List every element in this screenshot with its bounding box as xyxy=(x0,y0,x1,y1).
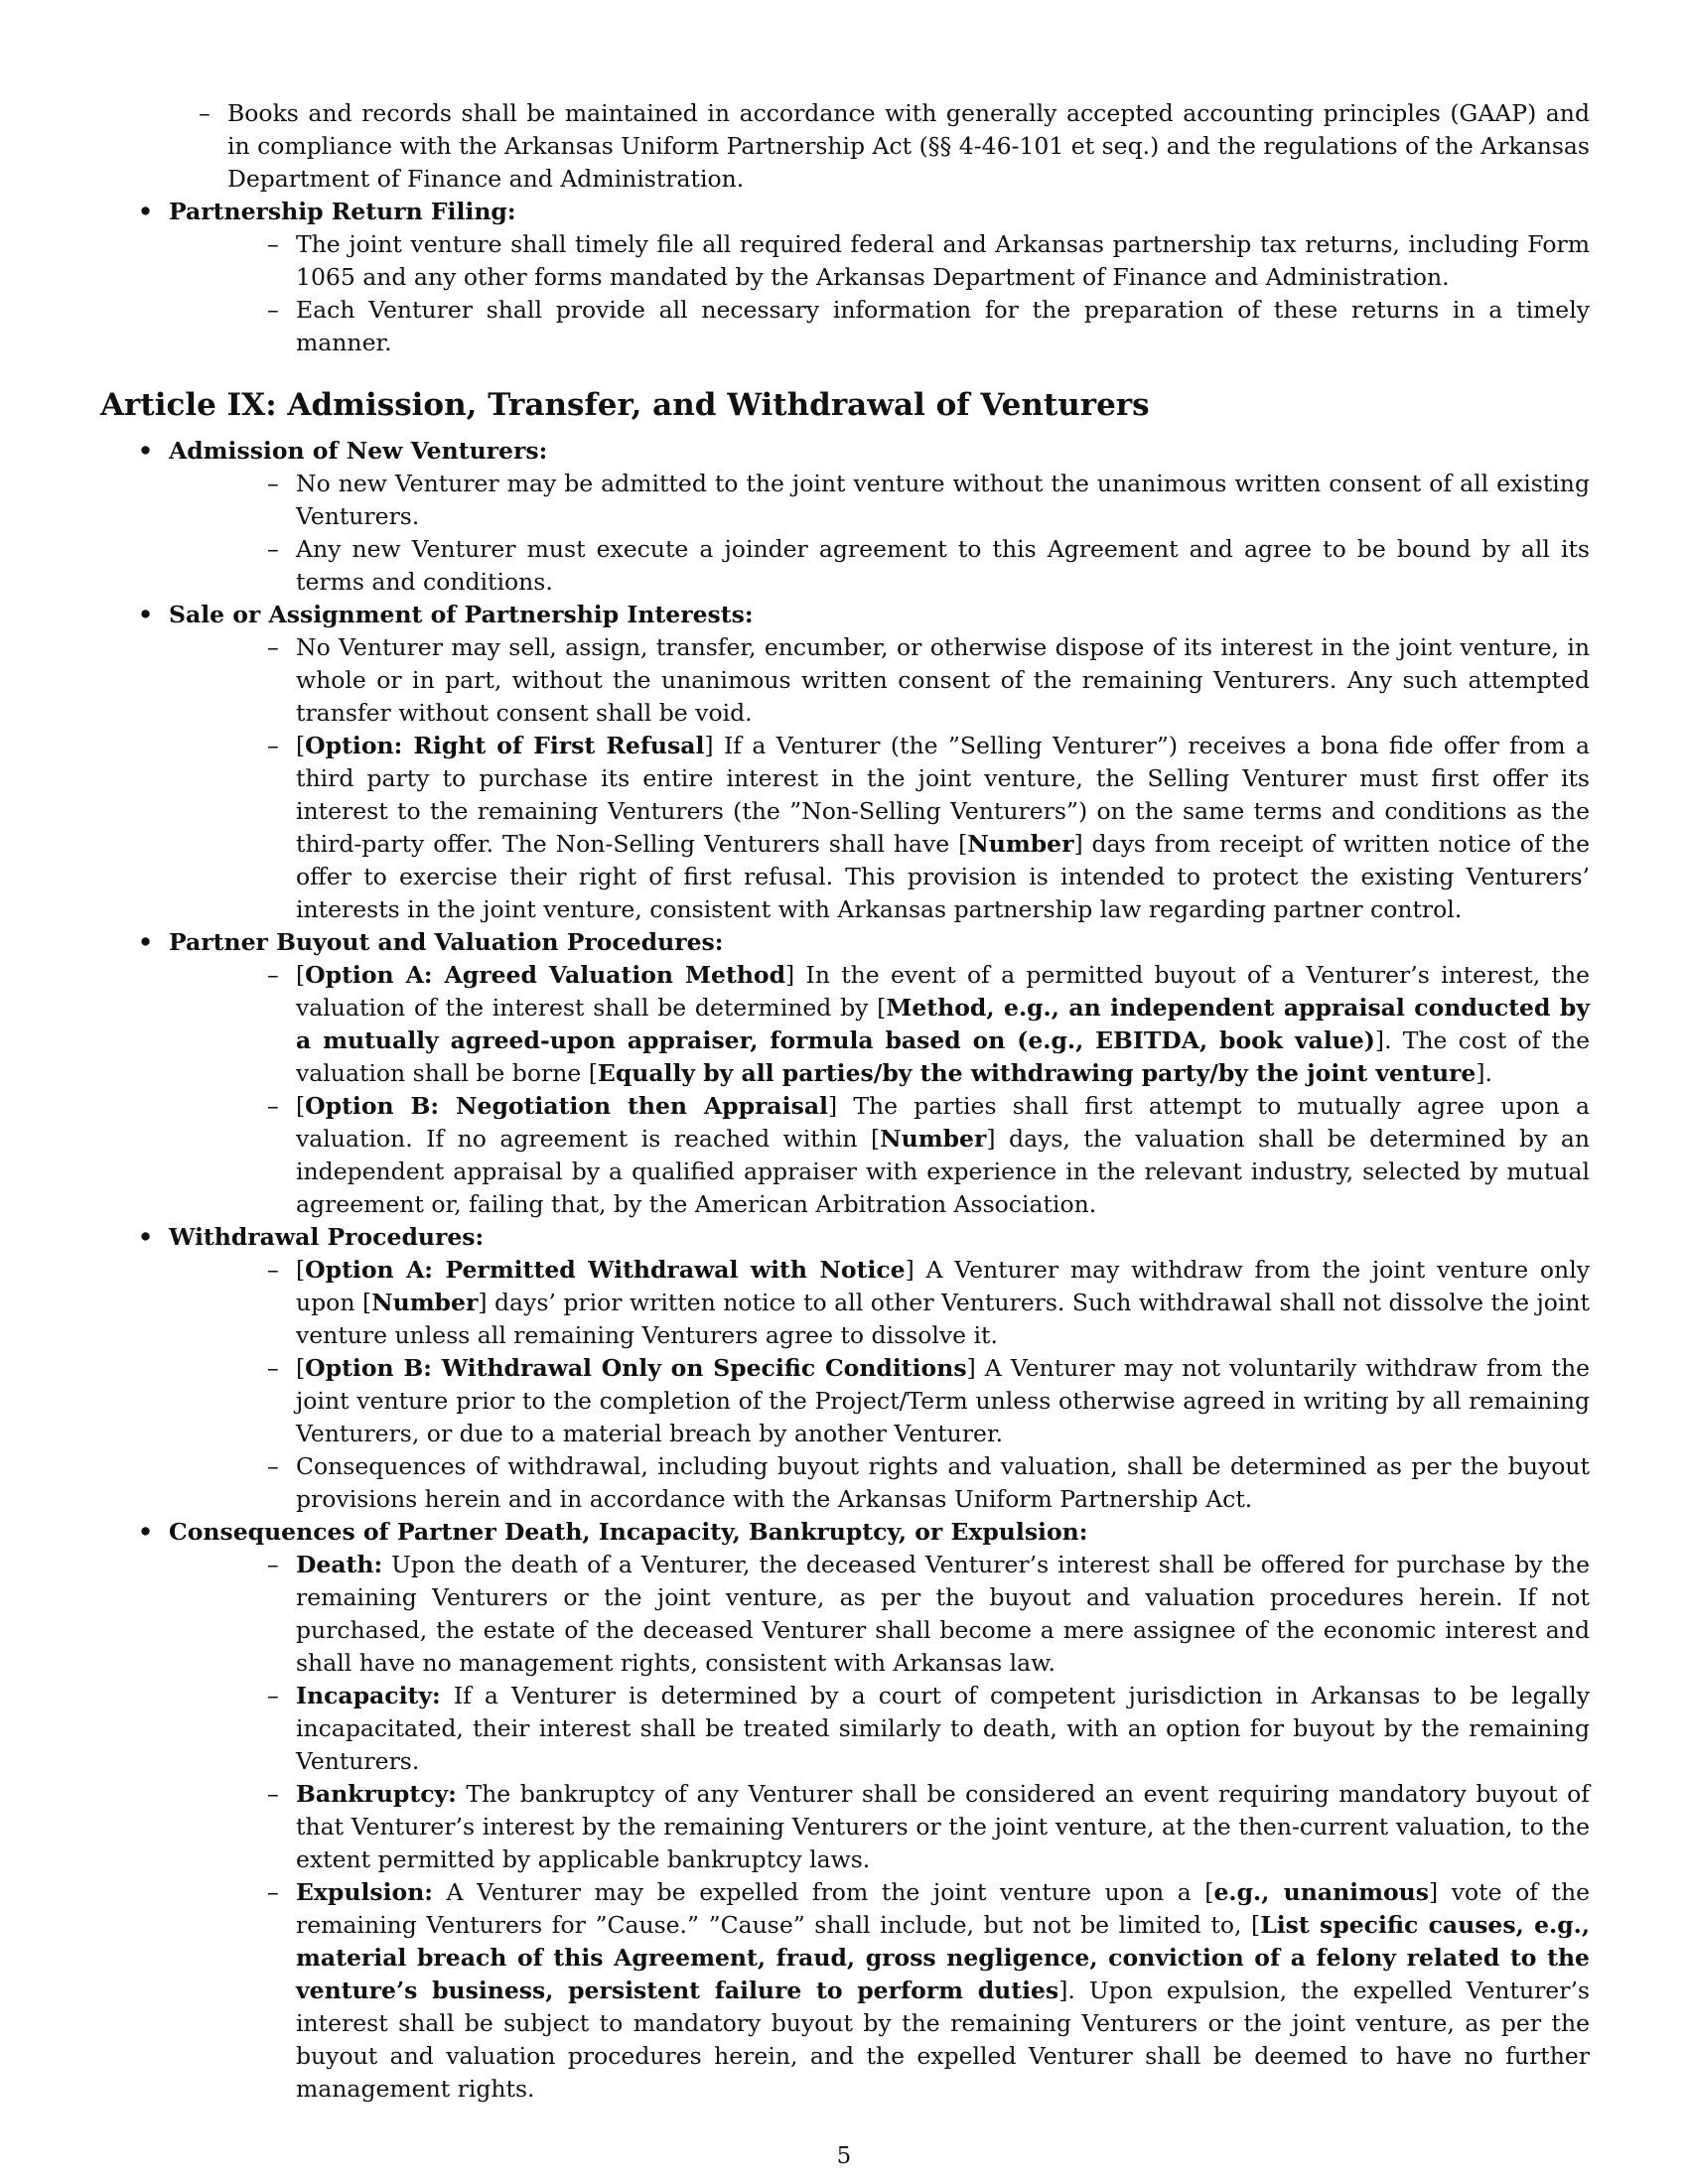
placeholder-text: e.g., unanimous xyxy=(1213,1878,1429,1906)
sub-list xyxy=(169,1254,1590,1516)
article-sections xyxy=(100,435,1590,2106)
bullet-heading: • Partner Buyout and Valuation Procedures: xyxy=(169,926,1590,959)
option-label: Option A: Permitted Withdrawal with Notice xyxy=(305,1256,906,1284)
bullet-item xyxy=(100,435,1590,599)
term-label: Expulsion: xyxy=(296,1878,433,1906)
bullet-heading: • Sale or Assignment of Partnership Interests: xyxy=(169,599,1590,631)
placeholder-text: Number xyxy=(967,830,1074,858)
placeholder-text: Method, e.g., an independent appraisal conducted by a mutually agreed-upon appraiser, formula based on (e.g., EBITDA, book value) xyxy=(296,994,1590,1054)
list-item: – [Option: Right of First Refusal] If a Venturer (the ”Selling Venturer”) receives a bona fide offer from a third party to purchase its entire interest in the joint venture, the Selling Venturer must first offer its interest to the remaining Venturers (the ”Non-Selling Venturers”) on the same terms and conditions as the third-party offer. The Non-Selling Venturers shall have [Number] days from receipt of written notice of the offer to exercise their right of first refusal. This provision is intended to protect the existing Venturers’ interests in the joint venture, consistent with Arkansas partnership law regarding partner control. xyxy=(169,730,1590,926)
list-item: – Consequences of withdrawal, including buyout rights and valuation, shall be determined as per the buyout provisions herein and in accordance with the Arkansas Uniform Partnership Act. xyxy=(169,1450,1590,1516)
partnership-return-section xyxy=(100,196,1590,359)
option-label: Option: Right of First Refusal xyxy=(305,732,705,759)
list-item: – Each Venturer shall provide all necessary information for the preparation of these returns in a timely manner. xyxy=(169,294,1590,359)
sub-list xyxy=(169,1549,1590,2106)
option-label: Option A: Agreed Valuation Method xyxy=(305,961,786,989)
bullet-heading: • Admission of New Venturers: xyxy=(169,435,1590,468)
list-item: – No new Venturer may be admitted to the joint venture without the unanimous written consent of all existing Venturers. xyxy=(169,468,1590,533)
placeholder-text: Number xyxy=(371,1289,479,1316)
list-item: – [Option B: Negotiation then Appraisal] The parties shall first attempt to mutually agree upon a valuation. If no agreement is reached within [Number] days, the valuation shall be determined by an independent appraisal by a qualified appraiser with experience in the relevant industry, selected by mutual agreement or, failing that, by the American Arbitration Association. xyxy=(169,1090,1590,1221)
gaap-list xyxy=(100,97,1590,196)
list-item: – [Option A: Agreed Valuation Method] In the event of a permitted buyout of a Venturer’s interest, the valuation of the interest shall be determined by [Method, e.g., an independent appraisal conducted by a mutually agreed-upon appraiser, formula based on (e.g., EBITDA, book value)]. The cost of the valuation shall be borne [Equally by all parties/by the withdrawing party/by the joint venture]. xyxy=(169,959,1590,1090)
option-label: Option B: Withdrawal Only on Specific Conditions xyxy=(305,1354,967,1382)
sub-list xyxy=(169,959,1590,1221)
placeholder-text: Number xyxy=(880,1125,987,1153)
list-item: – [Option A: Permitted Withdrawal with Notice] A Venturer may withdraw from the joint venture only upon [Number] days’ prior written notice to all other Venturers. Such withdrawal shall not dissolve the joint venture unless all remaining Venturers agree to dissolve it. xyxy=(169,1254,1590,1352)
bullet-item xyxy=(100,1221,1590,1516)
bullet-heading: • Partnership Return Filing: xyxy=(169,196,1590,228)
bullet-item xyxy=(100,196,1590,359)
article-title: Article IX: Admission, Transfer, and Withdrawal of Venturers xyxy=(100,387,1150,423)
list-item: – Any new Venturer must execute a joinder agreement to this Agreement and agree to be bound by all its terms and conditions. xyxy=(169,533,1590,599)
placeholder-text: List specific causes, e.g., material breach of this Agreement, fraud, gross negligence, conviction of a felony related to the venture’s business, persistent failure to perform duties xyxy=(296,1911,1590,2004)
sub-list xyxy=(169,228,1590,359)
term-label: Death: xyxy=(296,1551,383,1578)
list-item: – No Venturer may sell, assign, transfer, encumber, or otherwise dispose of its interest in the joint venture, in whole or in part, without the unanimous written consent of the remaining Venturers. Any such attempted transfer without consent shall be void. xyxy=(169,631,1590,730)
option-label: Option B: Negotiation then Appraisal xyxy=(305,1092,828,1120)
placeholder-text: Equally by all parties/by the withdrawing party/by the joint venture xyxy=(597,1059,1477,1087)
list-item: – Books and records shall be maintained in accordance with generally accepted accounting principles (GAAP) and in compliance with the Arkansas Uniform Partnership Act (§§ 4-46-101 et seq.) and the regulations of the Arkansas Department of Finance and Administration. xyxy=(100,97,1590,196)
list-item: – [Option B: Withdrawal Only on Specific Conditions] A Venturer may not voluntarily withdraw from the joint venture prior to the completion of the Project/Term unless otherwise agreed in writing by all remaining Venturers, or due to a material breach by another Venturer. xyxy=(169,1352,1590,1450)
bullet-heading: • Withdrawal Procedures: xyxy=(169,1221,1590,1254)
term-label: Bankruptcy: xyxy=(296,1780,457,1808)
list-item: – The joint venture shall timely file all required federal and Arkansas partnership tax returns, including Form 1065 and any other forms mandated by the Arkansas Department of Finance and Administration. xyxy=(169,228,1590,294)
page-number: 5 xyxy=(836,2143,852,2169)
list-item: – Death: Upon the death of a Venturer, the deceased Venturer’s interest shall be offered for purchase by the remaining Venturers or the joint venture, as per the buyout and valuation procedures herein. If not purchased, the estate of the deceased Venturer shall become a mere assignee of the economic interest and shall have no management rights, consistent with Arkansas law. xyxy=(169,1549,1590,1680)
term-label: Incapacity: xyxy=(296,1682,441,1709)
bullet-item xyxy=(100,926,1590,1221)
list-item: – Expulsion: A Venturer may be expelled from the joint venture upon a [e.g., unanimous] vote of the remaining Venturers for ”Cause.” ”Cause” shall include, but not be limited to, [List specific causes, e.g., material breach of this Agreement, fraud, gross negligence, conviction of a felony related to the venture’s business, persistent failure to perform duties]. Upon expulsion, the expelled Venturer’s interest shall be subject to mandatory buyout by the remaining Venturers or the joint venture, as per the buyout and valuation procedures herein, and the expelled Venturer shall be deemed to have no further management rights. xyxy=(169,1876,1590,2106)
page-content xyxy=(100,97,1590,2106)
sub-list xyxy=(169,468,1590,599)
bullet-item xyxy=(100,1516,1590,2106)
list-item: – Incapacity: If a Venturer is determined by a court of competent jurisdiction in Arkansas to be legally incapacitated, their interest shall be treated similarly to death, with an option for buyout by the remaining Venturers. xyxy=(169,1680,1590,1778)
list-item: – Bankruptcy: The bankruptcy of any Venturer shall be considered an event requiring mandatory buyout of that Venturer’s interest by the remaining Venturers or the joint venture, at the then-current valuation, to the extent permitted by applicable bankruptcy laws. xyxy=(169,1778,1590,1876)
sub-list xyxy=(169,631,1590,926)
bullet-heading: • Consequences of Partner Death, Incapacity, Bankruptcy, or Expulsion: xyxy=(169,1516,1590,1549)
bullet-item xyxy=(100,599,1590,926)
